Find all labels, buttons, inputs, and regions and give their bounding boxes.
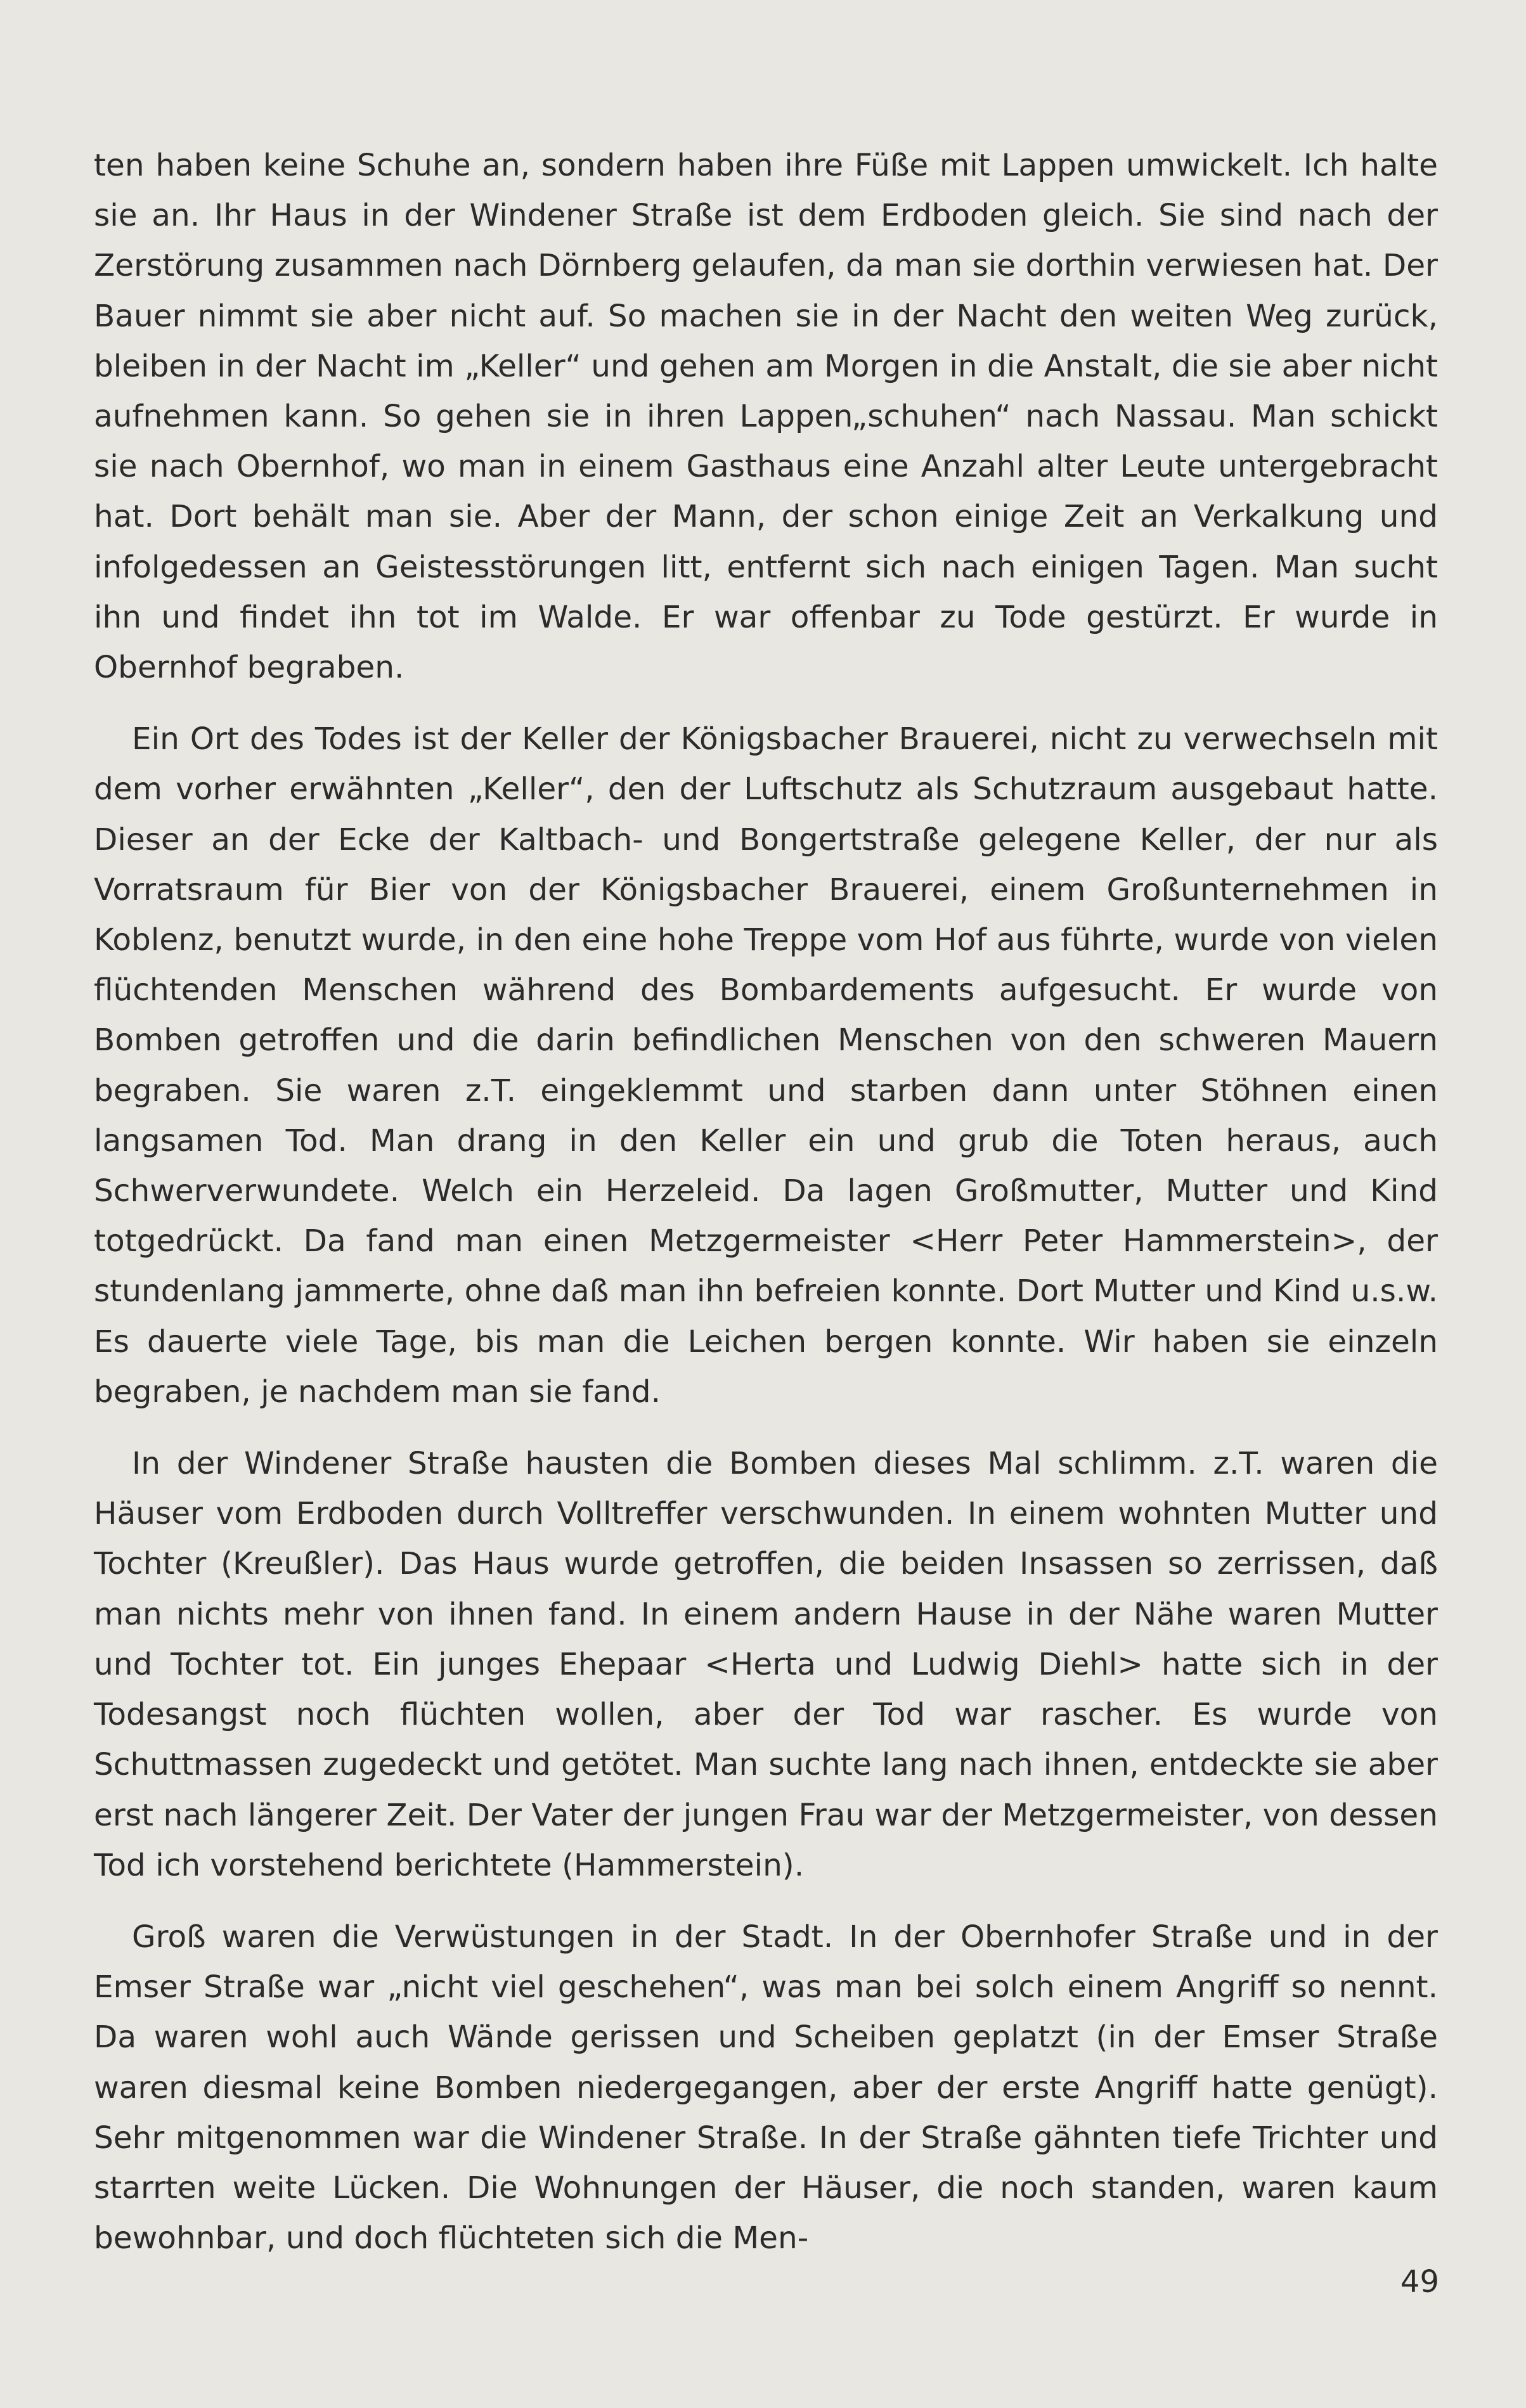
body-text xyxy=(94,141,1438,2263)
paragraph-2: Ein Ort des Todes ist der Keller der Königsbacher Brauerei, nicht zu verwechseln mit dem vorher erwähnten „Keller“, den der Luftschutz als Schutzraum ausgebaut hatte. Dieser an der Ecke der Kaltbach- und Bongertstraße gelegene Keller, der nur als Vorratsraum für Bier von der Königsbacher Brauerei, einem Großunternehmen in Koblenz, benutzt wurde, in den eine hohe Treppe vom Hof aus führte, wurde von vielen flüchtenden Menschen während des Bombardements aufgesucht. Er wurde von Bomben getroffen und die darin befindlichen Menschen von den schweren Mauern begraben. Sie waren z.T. eingeklemmt und starben dann unter Stöhnen einen langsamen Tod. Man drang in den Keller ein und grub die Toten heraus, auch Schwerverwundete. Welch ein Herzeleid. Da lagen Großmutter, Mutter und Kind totgedrückt. Da fand man einen Metzgermeister <Herr Peter Hammerstein>, der stundenlang jammerte, ohne daß man ihn befreien konnte. Dort Mutter und Kind u.s.w. Es dauerte viele Tage, bis man die Leichen bergen konnte. Wir haben sie einzeln begraben, je nachdem man sie fand. xyxy=(94,721,1438,1410)
paragraph-3: In der Windener Straße hausten die Bomben dieses Mal schlimm. z.T. waren die Häuser vom Erdboden durch Volltreffer verschwunden. In einem wohnten Mutter und Tochter (Kreußler). Das Haus wurde getroffen, die beiden Insassen so zerrissen, daß man nichts mehr von ihnen fand. In einem andern Hause in der Nähe waren Mutter und Tochter tot. Ein junges Ehepaar <Herta und Ludwig Diehl> hatte sich in der Todesangst noch flüchten wollen, aber der Tod war rascher. Es wurde von Schuttmassen zugedeckt und getötet. Man suchte lang nach ihnen, entdeckte sie aber erst nach längerer Zeit. Der Vater der jungen Frau war der Metzgermeister, von dessen Tod ich vorstehend berichtete (Hammerstein). xyxy=(94,1446,1438,1883)
page-number: 49 xyxy=(1400,2264,1439,2300)
paragraph-4: Groß waren die Verwüstungen in der Stadt. In der Obernhofer Straße und in der Emser Straße war „nicht viel geschehen“, was man bei solch einem Angriff so nennt. Da waren wohl auch Wände gerissen und Scheiben geplatzt (in der Emser Straße waren diesmal keine Bomben niedergegangen, aber der erste Angriff hatte genügt). Sehr mitgenommen war die Windener Straße. In der Straße gähnten tiefe Trichter und starrten weite Lücken. Die Wohnungen der Häuser, die noch standen, waren kaum bewohnbar, und doch flüchteten sich die Men- xyxy=(94,1919,1438,2257)
paragraph-1: ten haben keine Schuhe an, sondern haben ihre Füße mit Lappen umwickelt. Ich halte sie an. Ihr Haus in der Windener Straße ist dem Erdboden gleich. Sie sind nach der Zerstörung zusammen nach Dörnberg gelaufen, da man sie dorthin verwiesen hat. Der Bauer nimmt sie aber nicht auf. So machen sie in der Nacht den weiten Weg zurück, bleiben in der Nacht im „Keller“ und gehen am Morgen in die Anstalt, die sie aber nicht aufnehmen kann. So gehen sie in ihren Lappen„schuhen“ nach Nassau. Man schickt sie nach Obernhof, wo man in einem Gasthaus eine Anzahl alter Leute untergebracht hat. Dort behält man sie. Aber der Mann, der schon einige Zeit an Verkalkung und infolgedessen an Geistesstörungen litt, entfernt sich nach einigen Tagen. Man sucht ihn und findet ihn tot im Walde. Er war offenbar zu Tode gestürzt. Er wurde in Obernhof begraben. xyxy=(94,148,1438,686)
